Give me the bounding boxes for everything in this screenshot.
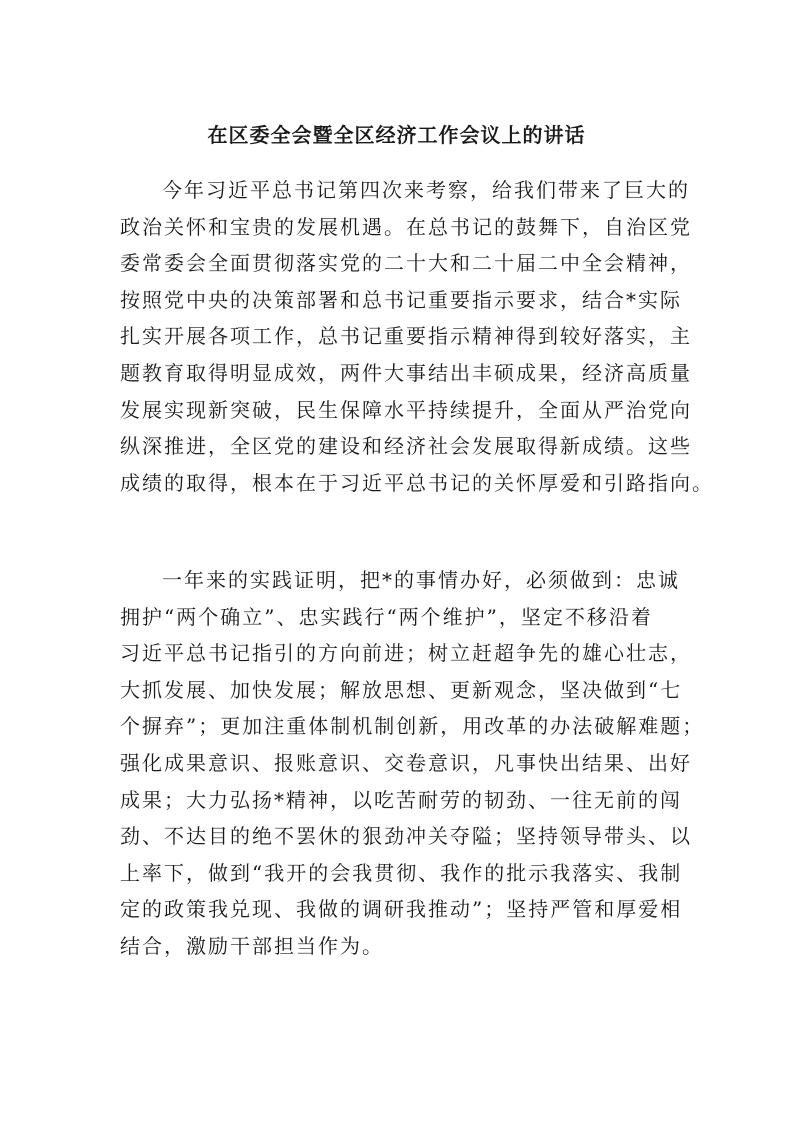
paragraph-line: 发展实现新突破，民生保障水平持续提升，全面从严治党向 — [120, 397, 692, 422]
paragraph-line: 习近平总书记指引的方向前进；树立赶超争先的雄心壮志， — [120, 641, 692, 666]
paragraph-line: 拥护“两个确立”、忠实践行“两个维护”，坚定不移沿着 — [120, 604, 653, 629]
document-title: 在区委全会暨全区经济工作会议上的讲话 — [207, 123, 586, 147]
paragraph-line: 上率下，做到“我开的会我贯彻、我作的批示我落实、我制 — [120, 860, 683, 885]
paragraph-line: 纵深推进，全区党的建设和经济社会发展取得新成绩。这些 — [120, 434, 692, 459]
paragraph-line: 结合，激励干部担当作为。 — [120, 933, 384, 958]
paragraph-line: 政治关怀和宝贵的发展机遇。在总书记的鼓舞下，自治区党 — [120, 214, 692, 239]
paragraph-1 — [120, 172, 714, 501]
paragraph-line: 劲、不达目的绝不罢休的狠劲冲关夺隘；坚持领导带头、以 — [120, 824, 692, 849]
paragraph-line: 今年习近平总书记第四次来考察，给我们带来了巨大的 — [162, 178, 690, 202]
paragraph-line: 个摒弃”；更加注重体制机制创新，用改革的办法破解难题； — [120, 714, 705, 739]
paragraph-line: 强化成果意识、报账意识、交卷意识，凡事快出结果、出好 — [120, 750, 692, 775]
paragraph-line: 一年来的实践证明，把*的事情办好，必须做到：忠诚 — [162, 568, 680, 592]
paragraph-line: 按照党中央的决策部署和总书记重要指示要求，结合*实际 — [120, 287, 682, 312]
paragraph-line: 成绩的取得，根本在于习近平总书记的关怀厚爱和引路指向。 — [120, 470, 714, 495]
paragraph-line: 成果；大力弘扬*精神，以吃苦耐劳的韧劲、一往无前的闯 — [120, 787, 682, 812]
paragraph-line: 大抓发展、加快发展；解放思想、更新观念，坚决做到“七 — [120, 677, 683, 702]
paragraph-line: 题教育取得明显成效，两件大事结出丰硕成果，经济高质量 — [120, 360, 692, 385]
paragraph-line: 扎实开展各项工作，总书记重要指示精神得到较好落实，主 — [120, 324, 692, 349]
paragraph-line: 委常委会全面贯彻落实党的二十大和二十届二中全会精神， — [120, 251, 692, 276]
paragraph-line: 定的政策我兑现、我做的调研我推动”；坚持严管和厚爱相 — [120, 897, 683, 922]
paragraph-2 — [120, 562, 705, 965]
